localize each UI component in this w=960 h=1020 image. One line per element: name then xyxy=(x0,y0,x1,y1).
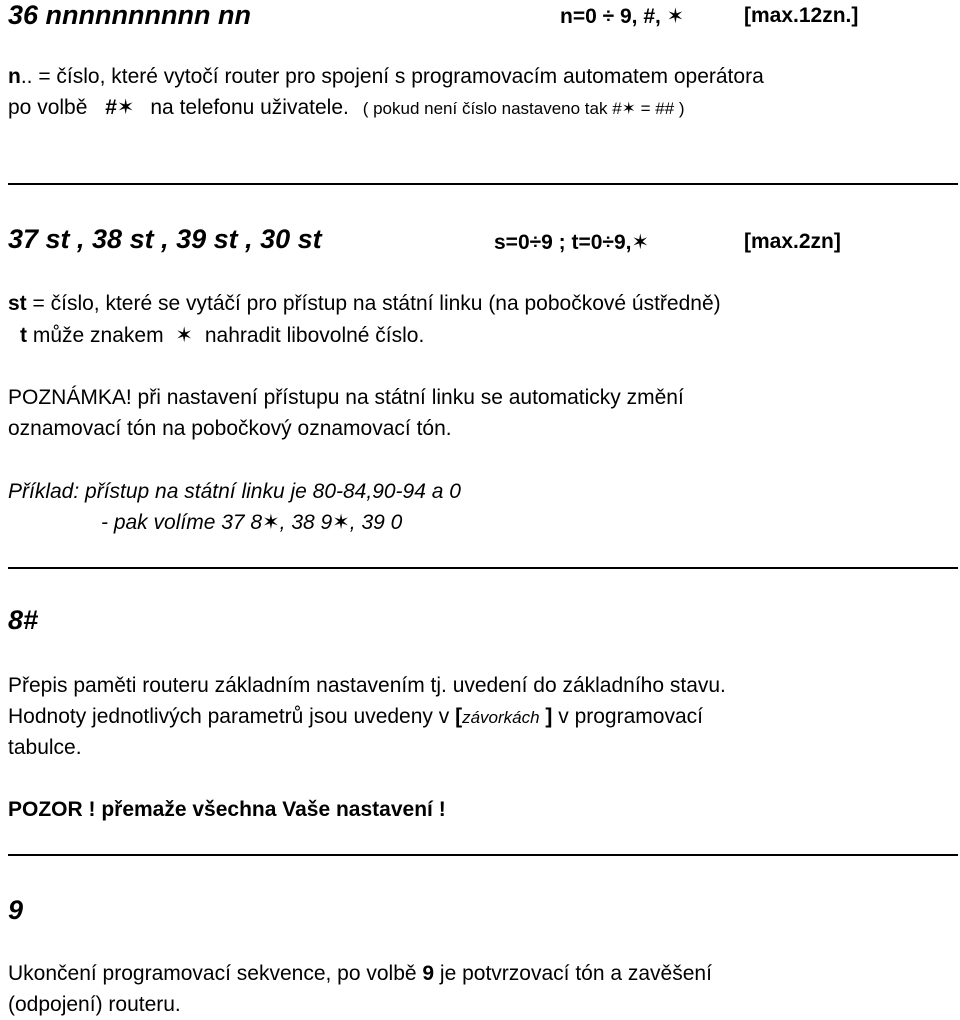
param-t: t xyxy=(20,324,27,347)
example-line-1: Příklad: přístup na státní linku je 80-84,90-94 a 0 xyxy=(8,480,461,503)
section-36-line-2: po volbě #✶ na telefonu uživatele. ( pokud není číslo nastaveno tak #✶ = ## ) xyxy=(8,96,685,119)
example-line-2: - pak volíme 37 8✶, 38 9✶, 39 0 xyxy=(101,511,403,534)
section-36-title: 36 nnnnnnnnnn nn xyxy=(8,0,251,30)
note-line-2: oznamovací tón na pobočkový oznamovací tón. xyxy=(8,417,452,440)
section-36-note: ( pokud není číslo nastaveno tak #✶ = ## ) xyxy=(362,99,685,118)
section-8-line-1: Přepis paměti routeru základním nastavením tj. uvedení do základního stavu. xyxy=(8,674,726,697)
param-st: st xyxy=(8,292,27,315)
key-9: 9 xyxy=(422,962,435,985)
section-9-line-1: Ukončení programovací sekvence, po volbě 9 je potvrzovací tón a zavěšení xyxy=(8,962,712,985)
section-8-line-3: tabulce. xyxy=(8,736,82,759)
warning-text: POZOR ! přemaže všechna Vaše nastavení ! xyxy=(8,798,446,821)
code-hash-star: #✶ xyxy=(105,96,135,119)
section-36-range: n=0 ÷ 9, #, ✶ xyxy=(560,5,685,28)
section-36-line-1: n.. = číslo, které vytočí router pro spojení s programovacím automatem operátora xyxy=(8,65,764,88)
divider xyxy=(8,854,958,856)
section-8-line-2: Hodnoty jednotlivých parametrů jsou uvedeny v [závorkách ] v programovací xyxy=(8,705,703,728)
star-icon: ✶ xyxy=(175,324,194,347)
divider xyxy=(8,567,958,569)
divider xyxy=(8,183,958,185)
section-37-range: s=0÷9 ; t=0÷9,✶ xyxy=(494,231,650,254)
section-37-line-2: t může znakem ✶ nahradit libovolné číslo. xyxy=(20,324,425,347)
section-8-title: 8# xyxy=(8,605,39,635)
note-line-1: POZNÁMKA! při nastavení přístupu na státní linku se automaticky změní xyxy=(8,386,684,409)
param-n: n xyxy=(8,65,21,88)
section-9-title: 9 xyxy=(8,895,24,925)
section-37-line-1: st = číslo, které se vytáčí pro přístup na státní linku (na pobočkové ústředně) xyxy=(8,292,721,315)
section-37-max: [max.2zn] xyxy=(744,230,841,253)
section-36-max: [max.12zn.] xyxy=(744,4,859,27)
section-37-title: 37 st , 38 st , 39 st , 30 st xyxy=(8,224,322,254)
section-9-line-2: (odpojení) routeru. xyxy=(8,993,181,1016)
